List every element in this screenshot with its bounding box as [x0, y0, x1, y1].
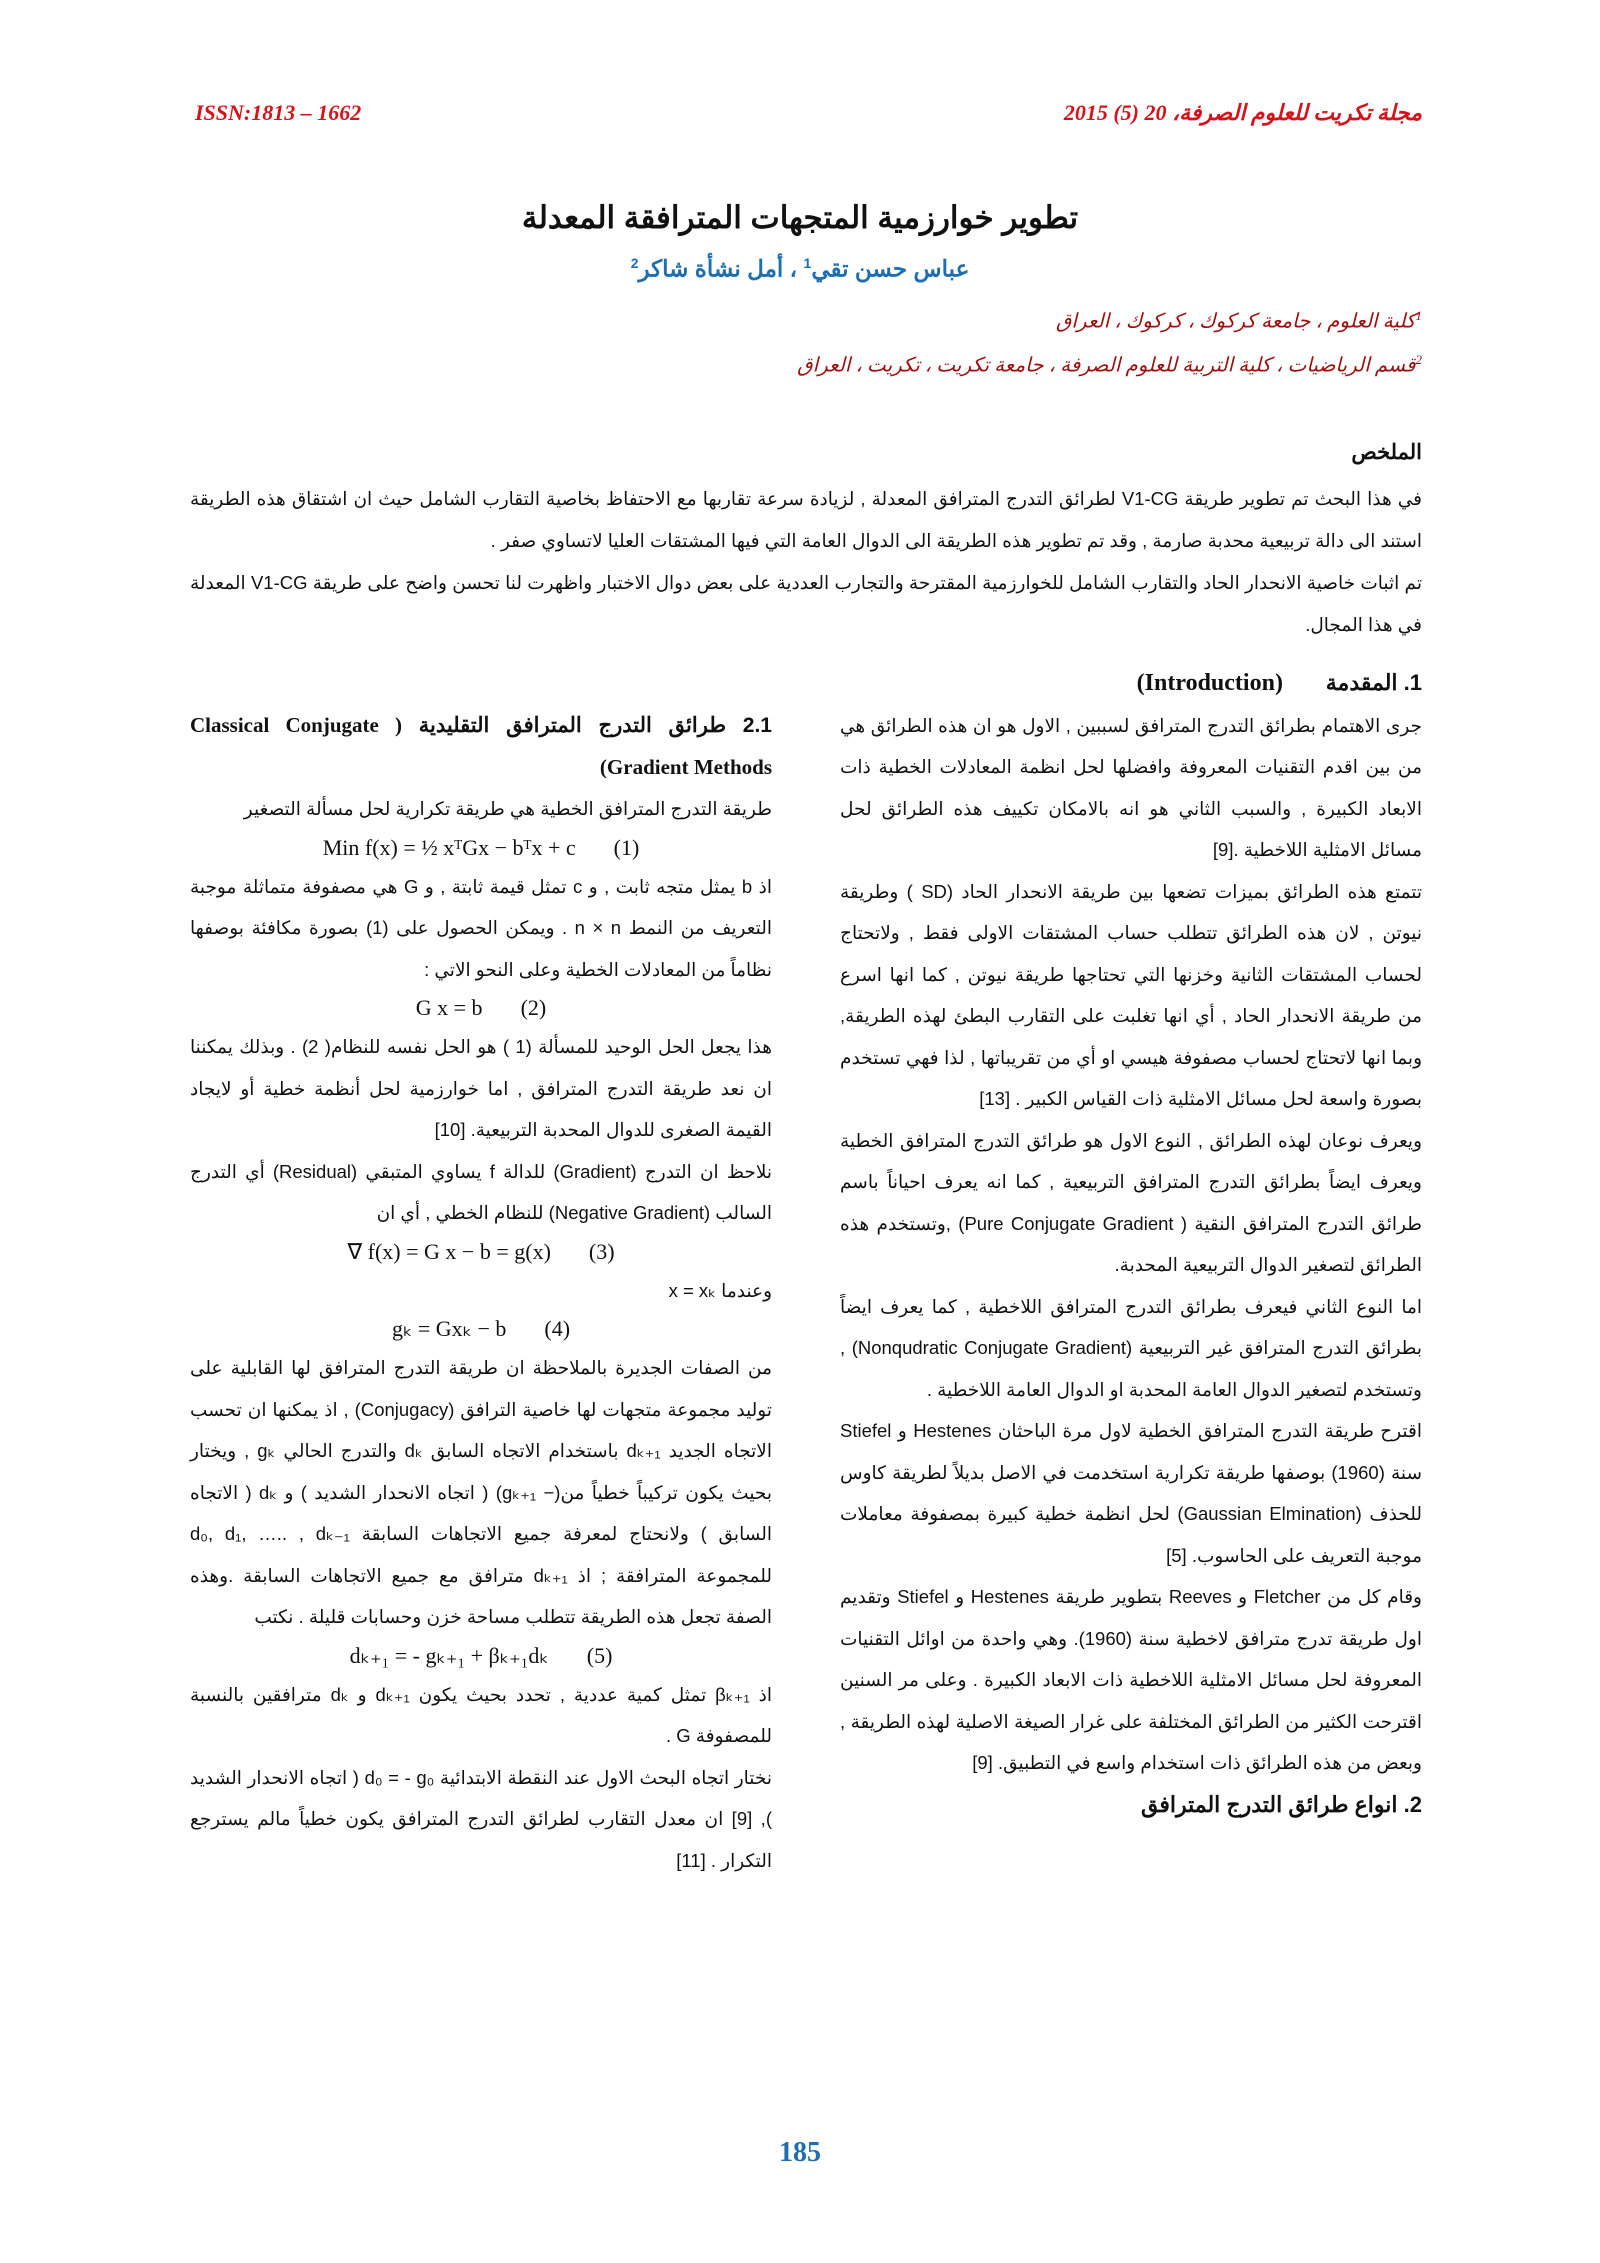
paragraph: وقام كل من Fletcher و Reeves بتطوير طريقة Hestenes و Stiefel وتقديم اول طريقة تدرج مترافق لاخطية سنة (1960). وهي واحدة من اوائل التقنيات المعروفة لحل مسائل الامثلية اللاخطية ذات الابعاد الكبيرة . وعلى مر السنين اقترحت الكثير من الطرائق المختلفة على غرار الصيغة الاصلية لهذه الطريقة , وبعض من هذه الطرائق ذات استخدام واسع في التطبيق. [9]	[840, 1586, 1422, 1773]
author-1-affil-mark: 1	[803, 255, 812, 271]
abstract-heading: الملخص	[1351, 441, 1422, 464]
paragraph: اذ b يمثل متجه ثابت , و c تمثل قيمة ثابتة , و G هي مصفوفة متماثلة موجبة التعريف من النمط n × n . ويمكن الحصول على (1) بصورة مكافئة بوصفها نظاماً من المعادلات الخطية وعلى النحو الاتي :	[190, 875, 772, 980]
left-column	[190, 705, 772, 1881]
equation-4-body: gₖ = Gxₖ − b	[391, 1316, 507, 1341]
affiliation-2-mark: 2	[1415, 352, 1422, 367]
equation-1-number: (1)	[613, 834, 640, 860]
paragraph: نختار اتجاه البحث الاول عند النقطة الابتدائية d₀ = - g₀ ( اتجاه الانحدار الشديد ), [9] ان معدل التقارب لطرائق التدرج المترافق يكون خطياً مالم يسترجع التكرار . [11]	[190, 1766, 772, 1871]
author-2-affil-mark: 2	[630, 255, 639, 271]
author-separator: ،	[783, 255, 804, 282]
equation-1-body: Min f(x) = ½ xᵀGx − bᵀx + c	[322, 834, 576, 860]
paragraph: من الصفات الجديرة بالملاحظة ان طريقة التدرج المترافق لها القابلية على توليد مجموعة متجهات لها خاصية الترافق (Conjugacy) , اذ يمكنها ان تحسب الاتجاه الجديد dₖ₊₁ باستخدام الاتجاه السابق dₖ والتدرج الحالي gₖ , ويختار بحيث يكون تركيباً خطياً من(− gₖ₊₁) ( اتجاه الانحدار الشديد ) و dₖ ( الاتجاه السابق ) ولانحتاج لمعرفة جميع الاتجاهات السابقة d₀, d₁, ….. , dₖ₋₁ للمجموعة المترافقة ; اذ dₖ₊₁ مترافق مع جميع الاتجاهات السابقة .وهذه الصفة تجعل هذه الطريقة تتطلب مساحة خزن وحسابات قليلة . نكتب	[190, 1357, 772, 1627]
equation-5	[190, 1638, 772, 1674]
section-1-heading-ar: 1. المقدمة	[1325, 670, 1422, 695]
paragraph: ويعرف نوعان لهذه الطرائق , النوع الاول هو طرائق التدرج المترافق الخطية ويعرف ايضاً بطرائق التدرج المترافق التربيعية , كما انه يعرف احياناً باسم طرائق التدرج المترافق النقية ( Pure Conjugate Gradient) ,وتستخدم هذه الطرائق لتصغير الدوال التربيعية المحدبة.	[840, 1129, 1422, 1275]
journal-citation: مجلة تكريت للعلوم الصرفة، 20 (5) 2015	[1063, 100, 1422, 125]
section-1-heading	[840, 662, 1422, 705]
paragraph: تتمتع هذه الطرائق بميزات تضعها بين طريقة الانحدار الحاد (SD ) وطريقة نيوتن , لان هذه الطرائق تتطلب حساب المشتقات الاولى فقط , ولاتحتاج لحساب المشتقات الثانية وخزنها التي تحتاجها طريقة نيوتن , كما انها اسرع من طريقة الانحدار الحاد , أي انها تغلبت على التقارب البطئ لهذه الطريقة, وبما انها لاتحتاج لحساب مصفوفة هيسي او أي من تقريباتها , لذا فهي تستخدم بصورة واسعة لحل مسائل الامثلية ذات القياس الكبير . [13]	[840, 880, 1422, 1109]
equation-1	[190, 830, 772, 866]
subsection-2-1-heading	[190, 705, 772, 788]
abstract-body	[190, 478, 1422, 646]
equation-5-number: (5)	[586, 1642, 613, 1668]
author-2: أمل نشأة شاكر	[638, 255, 784, 282]
subsection-heading-ar: 2.1 طرائق التدرج المترافق التقليدية	[418, 714, 772, 737]
paragraph: اما النوع الثاني فيعرف بطرائق التدرج المترافق اللاخطية , كما يعرف ايضاً بطرائق التدرج المترافق غير التربيعية (Nonqudratic Conjugate Gradient) , وتستخدم لتصغير الدوال العامة المحدبة او الدوال العامة اللاخطية .	[840, 1295, 1422, 1400]
equation-4	[190, 1311, 772, 1347]
affiliation-2-text: قسم الرياضيات ، كلية التربية للعلوم الصرفة ، جامعة تكريت ، تكريت ، العراق	[797, 354, 1416, 377]
affiliation-1-mark: 1	[1415, 308, 1422, 323]
equation-3-number: (3)	[588, 1238, 615, 1264]
equation-5-body: dₖ₊₁ = - gₖ₊₁ + βₖ₊₁dₖ	[349, 1642, 549, 1668]
paper-title: تطوير خوارزمية المتجهات المترافقة المعدلة	[521, 200, 1079, 235]
equation-3-body: ∇ f(x) = G x − b = g(x)	[347, 1238, 551, 1264]
section-1-heading-en: (Introduction)	[1136, 670, 1283, 696]
paragraph: نلاحظ ان التدرج (Gradient) للدالة f يساوي المتبقي (Residual) أي التدرج السالب (Negative Gradient) للنظام الخطي , أي ان	[190, 1160, 773, 1223]
equation-3	[190, 1234, 772, 1270]
section-2-heading: 2. انواع طرائق التدرج المترافق	[1141, 1791, 1422, 1817]
issn-label: ISSN:1813 – 1662	[195, 100, 362, 125]
equation-2	[190, 990, 772, 1026]
paragraph: وعندما x = xₖ	[668, 1279, 772, 1301]
affiliation-1-text: كلية العلوم ، جامعة كركوك ، كركوك ، العراق	[1055, 310, 1416, 333]
paragraph: اقترح طريقة التدرج المترافق الخطية لاول مرة الباحثان Hestenes و Stiefel سنة (1960) بوصفها طريقة تكرارية استخدمت في الاصل بديلاً لطريقة كاوس للحذف (Gaussian Elmination) لحل انظمة خطية كبيرة بمصفوفة معاملات موجبة التعريف على الحاسوب. [5]	[840, 1420, 1422, 1566]
equation-4-number: (4)	[544, 1316, 571, 1341]
abstract-paragraph: تم اثبات خاصية الانحدار الحاد والتقارب الشامل للخوارزمية المقترحة والتجارب العددية على بعض دوال الاختبار واظهرت لنا تحسن واضح على طريقة V1-CG المعدلة في هذا المجال.	[190, 572, 1422, 635]
subsection-heading-en: ( Classical Conjugate Gradient Methods)	[190, 713, 772, 779]
paragraph: طريقة التدرج المترافق الخطية هي طريقة تكرارية لحل مسألة التصغير	[243, 798, 772, 819]
paragraph: اذ βₖ₊₁ تمثل كمية عددية , تحدد بحيث يكون dₖ₊₁ و dₖ مترافقين بالنسبة للمصفوفة G .	[190, 1683, 772, 1746]
author-1: عباس حسن تقي	[811, 255, 970, 282]
equation-2-number: (2)	[520, 995, 547, 1020]
abstract-paragraph: في هذا البحث تم تطوير طريقة V1-CG لطرائق التدرج المترافق المعدلة , لزيادة سرعة تقاربها مع الاحتفاظ بخاصية التقارب الشامل حيث ان اشتقاق هذه الطريقة استند الى دالة تربيعية محدبة صارمة , وقد تم تطوير هذه الطريقة الى الدوال العامة التي فيها المشتقات العليا لاتساوي صفر .	[190, 488, 1423, 551]
paragraph: هذا يجعل الحل الوحيد للمسألة (1 ) هو الحل نفسه للنظام( 2) . وبذلك يمكننا ان نعد طريقة التدرج المترافق , اما خوارزمية لحل أنظمة خطية أو لايجاد القيمة الصغرى للدوال المحدبة التربيعية. [10]	[190, 1036, 773, 1140]
affiliation-1	[1056, 308, 1422, 334]
right-column	[840, 662, 1422, 1825]
equation-2-body: G x = b	[415, 995, 483, 1020]
paragraph: جرى الاهتمام بطرائق التدرج المترافق لسببين , الاول هو ان هذه الطرائق هي من بين اقدم التقنيات المعروفة وافضلها لحل انظمة المعادلات الخطية ذات الابعاد الكبيرة , والسبب الثاني هو انه بالامكان تكييف هذه الطرائق لحل مسائل الامثلية اللاخطية .[9]	[840, 714, 1422, 860]
affiliation-2	[797, 352, 1422, 378]
page-number: 185	[779, 2137, 821, 2168]
author-line	[0, 255, 1600, 283]
